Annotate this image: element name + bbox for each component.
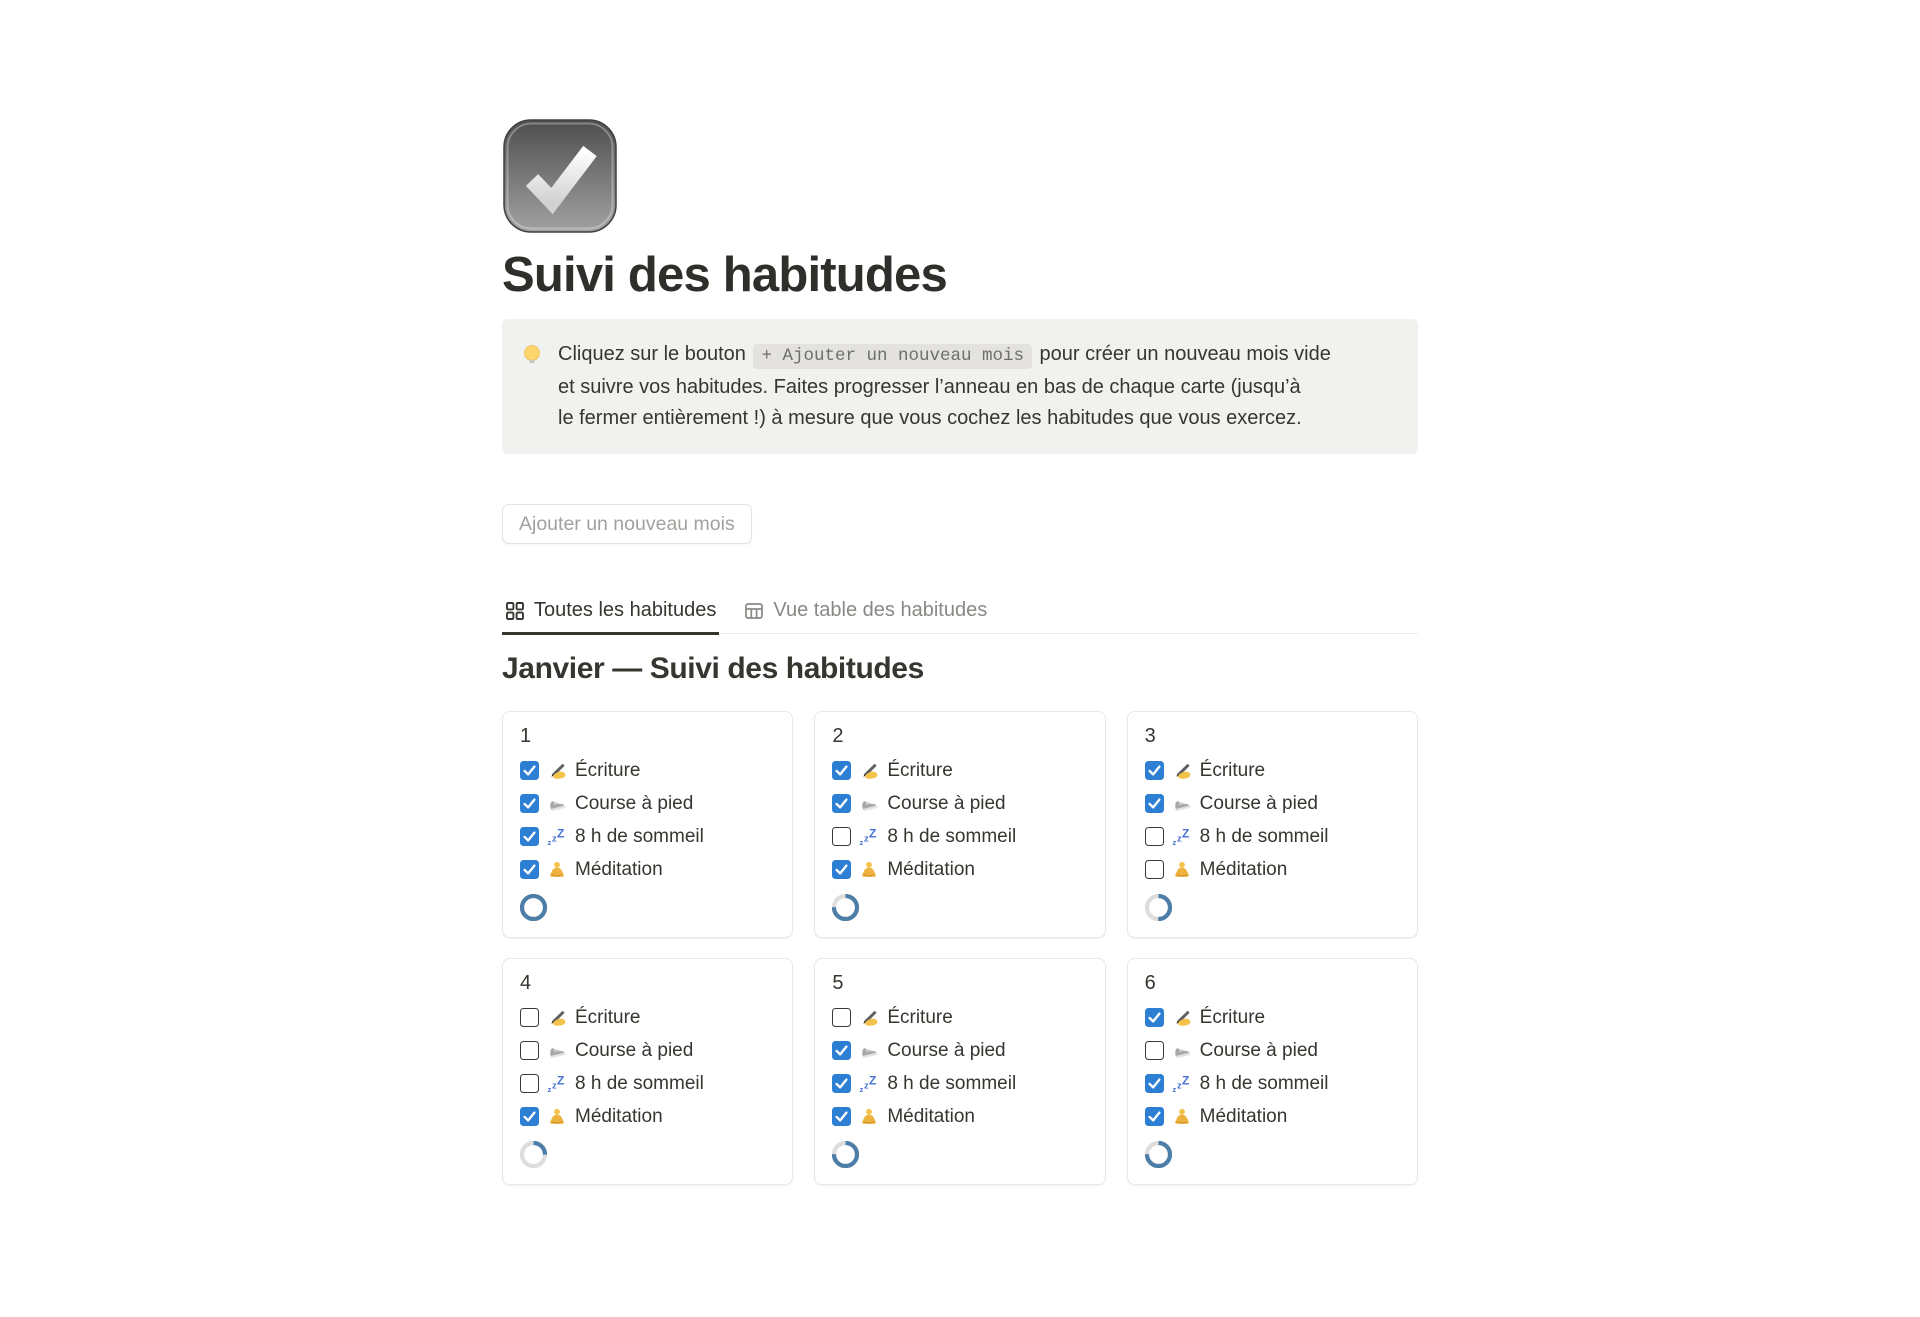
habit-row: [1145, 754, 1400, 787]
tab-table-view[interactable]: [741, 599, 990, 635]
table-icon: [744, 601, 764, 621]
habit-label: Course à pied: [1199, 1039, 1318, 1061]
inline-code-add-month: + Ajouter un nouveau mois: [753, 344, 1032, 369]
habit-checkbox[interactable]: [832, 1008, 851, 1027]
habit-label: Course à pied: [1199, 792, 1318, 814]
svg-text:z: z: [1172, 1084, 1176, 1094]
callout-line1-after: pour créer un nouveau mois vide: [1034, 343, 1331, 365]
svg-text:Z: Z: [869, 826, 877, 840]
habit-checkbox[interactable]: [832, 761, 851, 780]
habit-checkbox[interactable]: [832, 1074, 851, 1093]
habit-card-6[interactable]: [1127, 958, 1418, 1185]
svg-text:z: z: [864, 833, 870, 844]
card-day-number: 2: [832, 725, 844, 747]
habit-row: [832, 1034, 1087, 1067]
habit-label: Course à pied: [575, 1039, 694, 1061]
habit-label: 8 h de sommeil: [887, 825, 1017, 847]
svg-text:z: z: [552, 833, 557, 844]
habit-row: [832, 1067, 1087, 1100]
svg-text:z: z: [547, 1084, 552, 1094]
writing-hand-icon: [547, 1008, 567, 1028]
callout: [502, 319, 1418, 454]
habit-label: Méditation: [1199, 858, 1288, 880]
running-shoe-icon: [859, 1041, 879, 1061]
habit-label: Écriture: [1199, 759, 1266, 781]
habit-checkbox[interactable]: [520, 1107, 539, 1126]
habit-checkbox[interactable]: [1145, 1107, 1164, 1126]
habit-label: 8 h de sommeil: [1199, 825, 1329, 847]
svg-text:z: z: [547, 837, 552, 847]
zzz-icon: [1172, 1074, 1192, 1094]
habit-row: [1145, 1067, 1400, 1100]
habit-label: Course à pied: [887, 792, 1006, 814]
card-day-number: 4: [520, 972, 532, 994]
writing-hand-icon: [859, 1008, 879, 1028]
zzz-icon: [859, 827, 879, 847]
habit-row: [1145, 1034, 1400, 1067]
view-tabs: [502, 599, 1418, 634]
writing-hand-icon: [1172, 1008, 1192, 1028]
running-shoe-icon: [547, 794, 567, 814]
svg-text:z: z: [864, 1080, 870, 1091]
svg-text:Z: Z: [557, 1073, 565, 1087]
tab-label: Vue table des habitudes: [773, 599, 988, 621]
habit-label: Écriture: [1199, 1006, 1266, 1028]
habit-row: [832, 787, 1087, 820]
habit-label: Écriture: [887, 1006, 953, 1028]
habit-row: [520, 1001, 775, 1034]
writing-hand-icon: [547, 761, 567, 781]
progress-ring: [1145, 1141, 1400, 1168]
habit-checkbox[interactable]: [520, 761, 539, 780]
svg-text:Z: Z: [557, 826, 565, 840]
habit-checkbox[interactable]: [1145, 860, 1164, 879]
tab-label: Toutes les habitudes: [534, 599, 717, 621]
svg-text:Z: Z: [1181, 826, 1189, 840]
habit-row: [520, 787, 775, 820]
light-bulb-icon: [520, 343, 544, 434]
zzz-icon: [547, 1074, 567, 1094]
habit-row: [832, 754, 1087, 787]
habit-row: [1145, 853, 1400, 886]
habit-checkbox[interactable]: [520, 794, 539, 813]
tab-all-habits[interactable]: [502, 599, 719, 635]
habit-row: [1145, 787, 1400, 820]
habit-row: [520, 1034, 775, 1067]
habit-row: [832, 853, 1087, 886]
running-shoe-icon: [859, 794, 879, 814]
habit-checkbox[interactable]: [832, 1107, 851, 1126]
habit-label: 8 h de sommeil: [887, 1072, 1017, 1094]
card-day-number: 6: [1144, 972, 1156, 994]
habit-checkbox[interactable]: [1145, 1008, 1164, 1027]
habit-row: [1145, 1100, 1400, 1133]
progress-ring: [520, 894, 775, 921]
habit-row: [520, 820, 775, 853]
habit-row: [1145, 820, 1400, 853]
progress-ring: [832, 894, 1087, 921]
habit-checkbox[interactable]: [1145, 761, 1164, 780]
habit-checkbox[interactable]: [520, 1041, 539, 1060]
habit-checkbox[interactable]: [1145, 1074, 1164, 1093]
running-shoe-icon: [1172, 794, 1192, 814]
writing-hand-icon: [1172, 761, 1192, 781]
card-day-number: 3: [1144, 725, 1156, 747]
person-lotus-icon: [859, 860, 879, 880]
writing-hand-icon: [859, 761, 879, 781]
section-title: Janvier — Suivi des habitudes: [502, 652, 924, 685]
habit-label: Écriture: [887, 759, 953, 781]
progress-ring: [1145, 894, 1400, 921]
person-lotus-icon: [1172, 860, 1192, 880]
gallery-grid-icon: [505, 601, 525, 621]
svg-text:z: z: [859, 1084, 864, 1094]
svg-text:z: z: [1176, 1080, 1182, 1091]
habit-checkbox[interactable]: [520, 860, 539, 879]
card-day-number: 5: [832, 972, 844, 994]
habit-row: [832, 820, 1087, 853]
person-lotus-icon: [859, 1107, 879, 1127]
habit-checkbox[interactable]: [832, 794, 851, 813]
page-content: [502, 118, 1418, 1185]
habit-checkbox[interactable]: [520, 1008, 539, 1027]
progress-ring: [520, 1141, 775, 1168]
habit-label: Méditation: [575, 1105, 663, 1127]
habit-row: [832, 1100, 1087, 1133]
habit-card-5[interactable]: [814, 958, 1105, 1185]
habit-checkbox[interactable]: [832, 860, 851, 879]
habit-label: Méditation: [887, 1105, 975, 1127]
habit-label: Méditation: [575, 858, 663, 880]
zzz-icon: [1172, 827, 1192, 847]
add-month-button[interactable]: Ajouter un nouveau mois: [502, 504, 752, 544]
habit-cards-grid: [502, 711, 1418, 1185]
habit-card-2[interactable]: [814, 711, 1105, 938]
svg-text:Z: Z: [869, 1073, 877, 1087]
habit-card-1[interactable]: [502, 711, 793, 938]
habit-card-4[interactable]: [502, 958, 793, 1185]
habit-checkbox[interactable]: [1145, 827, 1164, 846]
svg-text:z: z: [859, 837, 864, 847]
habit-row: [520, 853, 775, 886]
habit-label: Méditation: [1199, 1105, 1288, 1127]
callout-line3: le fermer entièrement !) à mesure que vous cochez les habitudes que vous exercez.: [558, 407, 1302, 429]
svg-text:z: z: [1172, 837, 1176, 847]
habit-row: [520, 754, 775, 787]
habit-label: Course à pied: [887, 1039, 1006, 1061]
habit-row: [520, 1100, 775, 1133]
person-lotus-icon: [547, 1107, 567, 1127]
svg-text:Z: Z: [1181, 1073, 1189, 1087]
habit-checkbox[interactable]: [1145, 1041, 1164, 1060]
zzz-icon: [547, 827, 567, 847]
habit-label: 8 h de sommeil: [1199, 1072, 1329, 1094]
habit-checkbox[interactable]: [520, 1074, 539, 1093]
habit-checkbox[interactable]: [832, 1041, 851, 1060]
habit-checkbox[interactable]: [832, 827, 851, 846]
person-lotus-icon: [1172, 1107, 1192, 1127]
callout-line2: et suivre vos habitudes. Faites progresser l’anneau en bas de chaque carte (jusqu’à: [558, 376, 1301, 398]
page-icon-checkmark[interactable]: [502, 118, 618, 234]
callout-line1-before: Cliquez sur le bouton: [558, 343, 752, 365]
page-title[interactable]: Suivi des habitudes: [502, 248, 947, 302]
habit-label: Écriture: [575, 759, 641, 781]
svg-text:z: z: [552, 1080, 557, 1091]
running-shoe-icon: [547, 1041, 567, 1061]
habit-row: [520, 1067, 775, 1100]
habit-card-3[interactable]: [1127, 711, 1418, 938]
habit-label: Course à pied: [575, 792, 694, 814]
zzz-icon: [859, 1074, 879, 1094]
habit-row: [1145, 1001, 1400, 1034]
person-lotus-icon: [547, 860, 567, 880]
habit-checkbox[interactable]: [520, 827, 539, 846]
habit-checkbox[interactable]: [1145, 794, 1164, 813]
habit-row: [832, 1001, 1087, 1034]
habit-label: Méditation: [887, 858, 975, 880]
habit-label: Écriture: [575, 1006, 641, 1028]
habit-label: 8 h de sommeil: [575, 825, 704, 847]
check-mark-button-icon: [502, 118, 618, 234]
progress-ring: [832, 1141, 1087, 1168]
svg-text:z: z: [1176, 833, 1182, 844]
card-day-number: 1: [520, 725, 532, 747]
running-shoe-icon: [1172, 1041, 1192, 1061]
habit-label: 8 h de sommeil: [575, 1072, 704, 1094]
callout-text: [558, 339, 1331, 434]
